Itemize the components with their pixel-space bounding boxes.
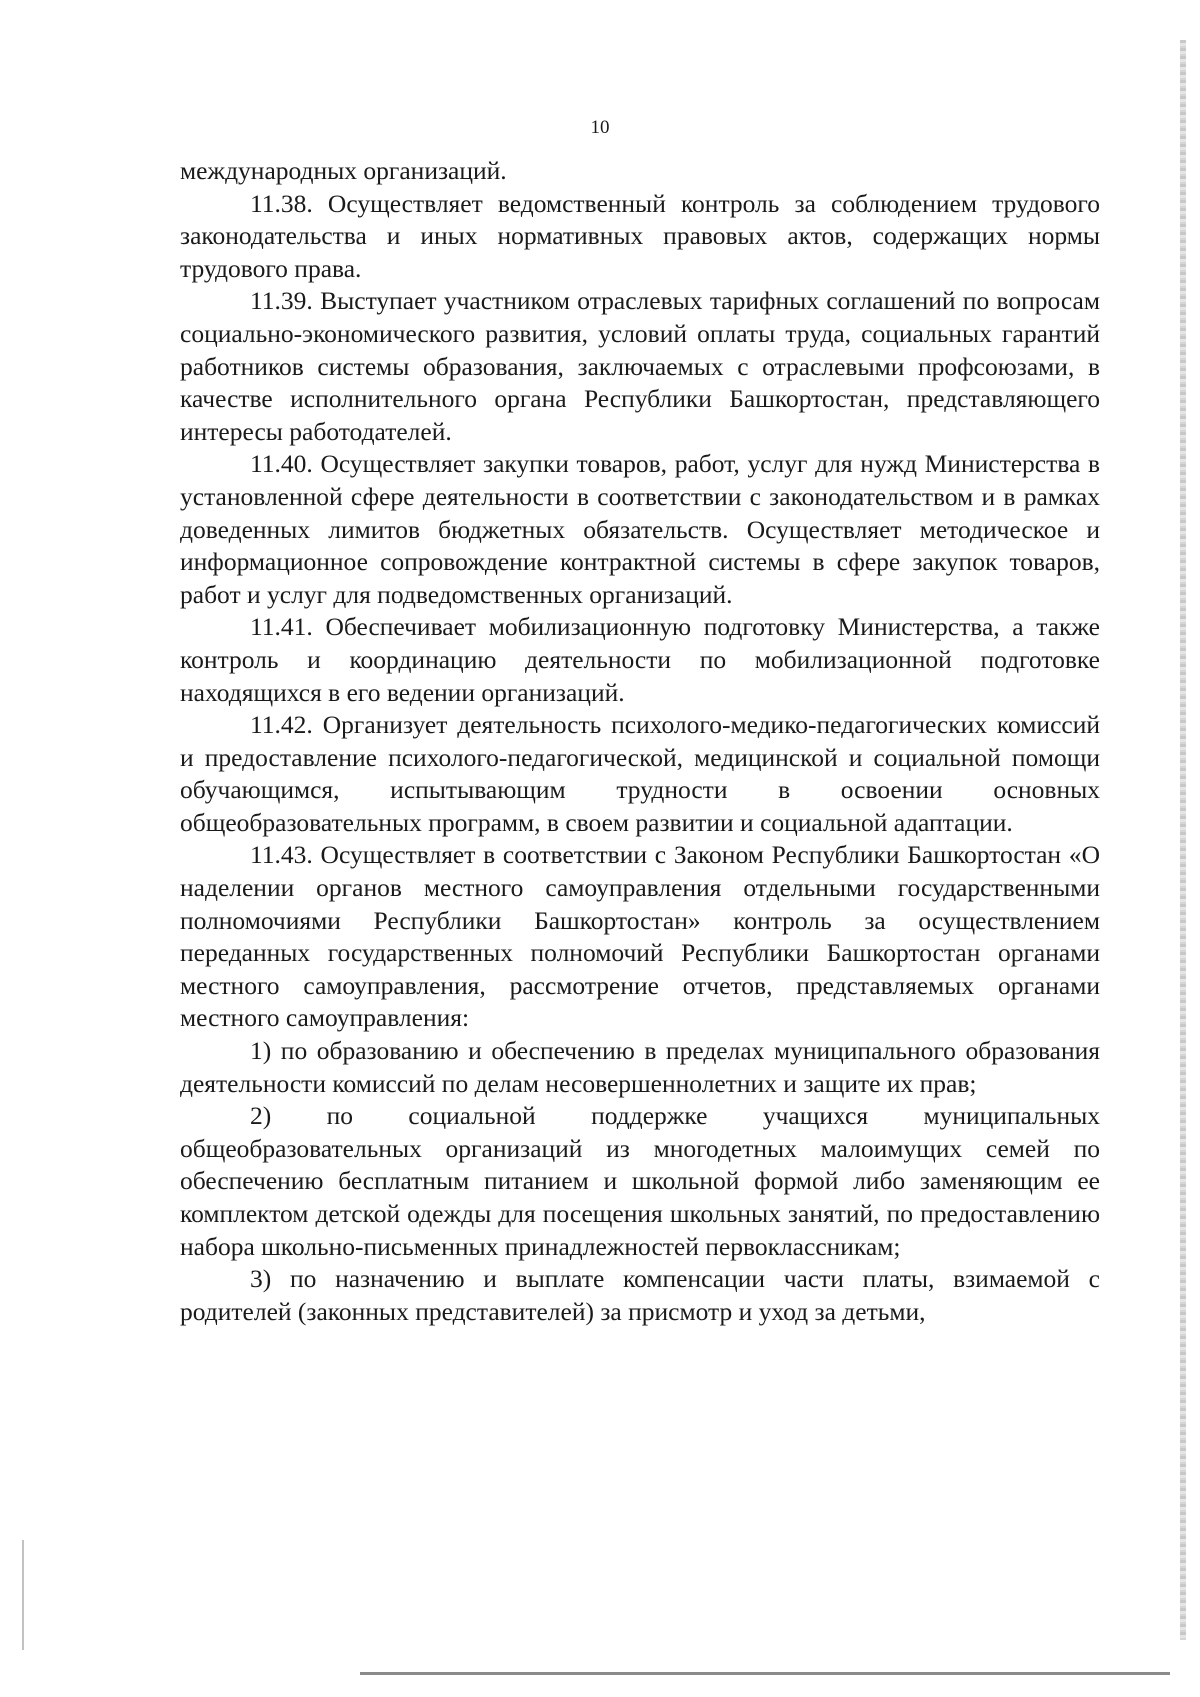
document-body [180,155,1100,1328]
scan-edge-right [1180,40,1186,1640]
list-item-3: 3) по назначению и выплате компенсации части платы, взимаемой с родителей (законных представителей) за присмотр и уход за детьми, [180,1264,1100,1326]
scan-edge-bottom [360,1672,1170,1675]
paragraph-11-43: 11.43. Осуществляет в соответствии с Законом Республики Башкортостан «О наделении органов местного самоуправления отдельными государственными полномочиями Республики Башкортостан» контроль за осуществлением переданных государственных полномочий Республики Башкортостан органами местного самоуправления, рассмотрение отчетов, представляемых органами местного самоуправления: [180,840,1100,1033]
list-item-1: 1) по образованию и обеспечению в пределах муниципального образования деятельности комиссий по делам несовершеннолетних и защите их прав; [180,1036,1100,1098]
paragraph-11-38: 11.38. Осуществляет ведомственный контроль за соблюдением трудового законодательства и иных нормативных правовых актов, содержащих нормы трудового права. [180,188,1100,283]
paragraph-continuation: международных организаций. [180,156,507,185]
page-number: 10 [590,117,610,138]
paragraph-11-41: 11.41. Обеспечивает мобилизационную подготовку Министерства, а также контроль и координацию деятельности по мобилизационной подготовке находящихся в его ведении организаций. [180,612,1100,707]
paragraph-11-40: 11.40. Осуществляет закупки товаров, работ, услуг для нужд Министерства в установленной сфере деятельности в соответствии с законодательством и в рамках доведенных лимитов бюджетных обязательств. Осуществляет методическое и информационное сопровождение контрактной системы в сфере закупок товаров, работ и услуг для подведомственных организаций. [180,449,1100,609]
paragraph-11-42: 11.42. Организует деятельность психолого-медико-педагогических комиссий и предоставление психолого-педагогической, медицинской и социальной помощи обучающимся, испытывающим трудности в освоении основных общеобразовательных программ, в своем развитии и социальной адаптации. [180,710,1100,837]
scan-edge-left [22,1540,24,1650]
list-item-2: 2) по социальной поддержке учащихся муниципальных общеобразовательных организаций из многодетных малоимущих семей по обеспечению бесплатным питанием и школьной формой либо заменяющим ее комплектом детской одежды для посещения школьных занятий, по предоставлению набора школьно-письменных принадлежностей первоклассникам; [180,1101,1100,1261]
paragraph-11-39: 11.39. Выступает участником отраслевых тарифных соглашений по вопросам социально-экономического развития, условий оплаты труда, социальных гарантий работников системы образования, заключаемых с отраслевыми профсоюзами, в качестве исполнительного органа Республики Башкортостан, представляющего интересы работодателей. [180,286,1100,446]
